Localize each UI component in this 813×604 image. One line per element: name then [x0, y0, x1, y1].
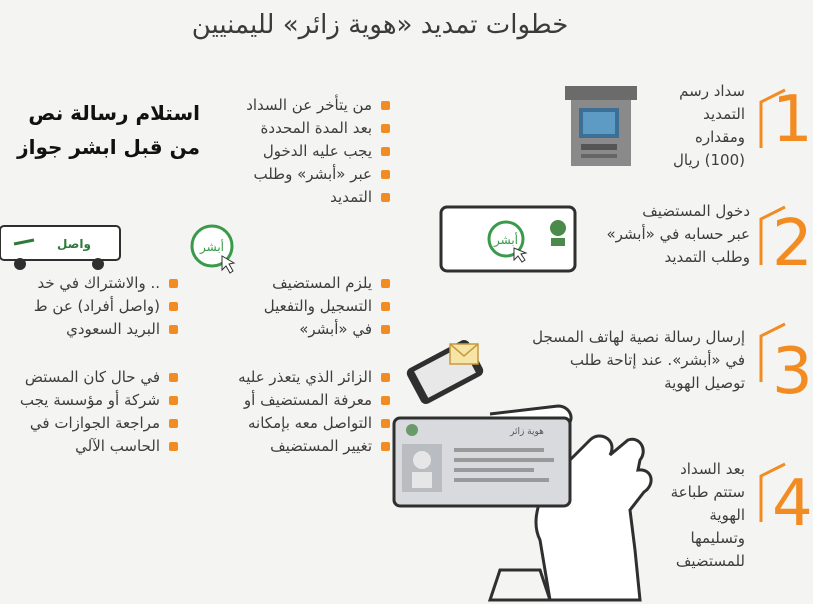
list-item: الحاسب الآلي: [0, 435, 178, 458]
absher-badge-text: أبشر: [200, 240, 224, 254]
list-item: عبر «أبشر» وطلب: [205, 163, 390, 186]
list-item: في حال كان المستض: [0, 366, 178, 389]
list-item: يجب عليه الدخول: [205, 140, 390, 163]
step-2-text: دخول المستضيف عبر حسابه في «أبشر» وطلب التمديد: [606, 202, 750, 266]
step-3-text: إرسال رسالة نصية لهاتف المسجل في «أبشر». عند إتاحة طلب توصيل الهوية: [532, 328, 745, 392]
truck-brand-text: واصل: [57, 237, 91, 251]
overlay-caption: [0, 96, 200, 164]
list-item: التمديد: [205, 186, 390, 209]
step-4-number: 4: [772, 467, 813, 541]
note-wasel: [0, 272, 178, 341]
list-item: تغيير المستضيف: [200, 435, 390, 458]
list-item: بعد المدة المحددة: [205, 117, 390, 140]
step-2-number: 2: [772, 207, 813, 281]
absher-badge-icon: [186, 222, 242, 278]
atm-icon: [565, 86, 637, 168]
list-item: يلزم المستضيف: [205, 272, 390, 295]
list-item: (واصل أفراد) عن ط: [0, 295, 178, 318]
overlay-line-2: من قبل ابشر جواز: [17, 135, 200, 159]
id-card-header-text: هوية زائر: [510, 427, 544, 437]
list-item: الزائر الذي يتعذر عليه: [200, 366, 390, 389]
delivery-truck-icon: [0, 222, 128, 272]
note-late-payment: [205, 94, 390, 209]
list-item: معرفة المستضيف أو: [200, 389, 390, 412]
absher-logo-text: أبشر: [494, 233, 518, 247]
list-item: التواصل معه بإمكانه: [200, 412, 390, 435]
step-3-number: 3: [772, 335, 813, 409]
step-1-number: 1: [772, 83, 813, 157]
list-item: في «أبشر»: [205, 318, 390, 341]
step-4-text: بعد السداد ستتم طباعة الهوية وتسليمها للمستضيف: [670, 460, 745, 570]
list-item: مراجعة الجوازات في: [0, 412, 178, 435]
laptop-icon: [440, 206, 576, 272]
list-item: شركة أو مؤسسة يجب: [0, 389, 178, 412]
overlay-line-1: استلام رسالة نص: [28, 101, 200, 125]
list-item: .. والاشتراك في خد: [0, 272, 178, 295]
step-1-text: سداد رسم التمديد ومقداره (100) ريال: [672, 82, 745, 169]
list-item: من يتأخر عن السداد: [205, 94, 390, 117]
note-unknown-host: [200, 366, 390, 458]
list-item: التسجيل والتفعيل: [205, 295, 390, 318]
list-item: البريد السعودي: [0, 318, 178, 341]
hand-holding-id-illustration: [390, 400, 660, 600]
note-absher-register: [205, 272, 390, 341]
page-title: خطوات تمديد «هوية زائر» لليمنيين: [191, 10, 569, 40]
note-company-host: [0, 366, 178, 458]
